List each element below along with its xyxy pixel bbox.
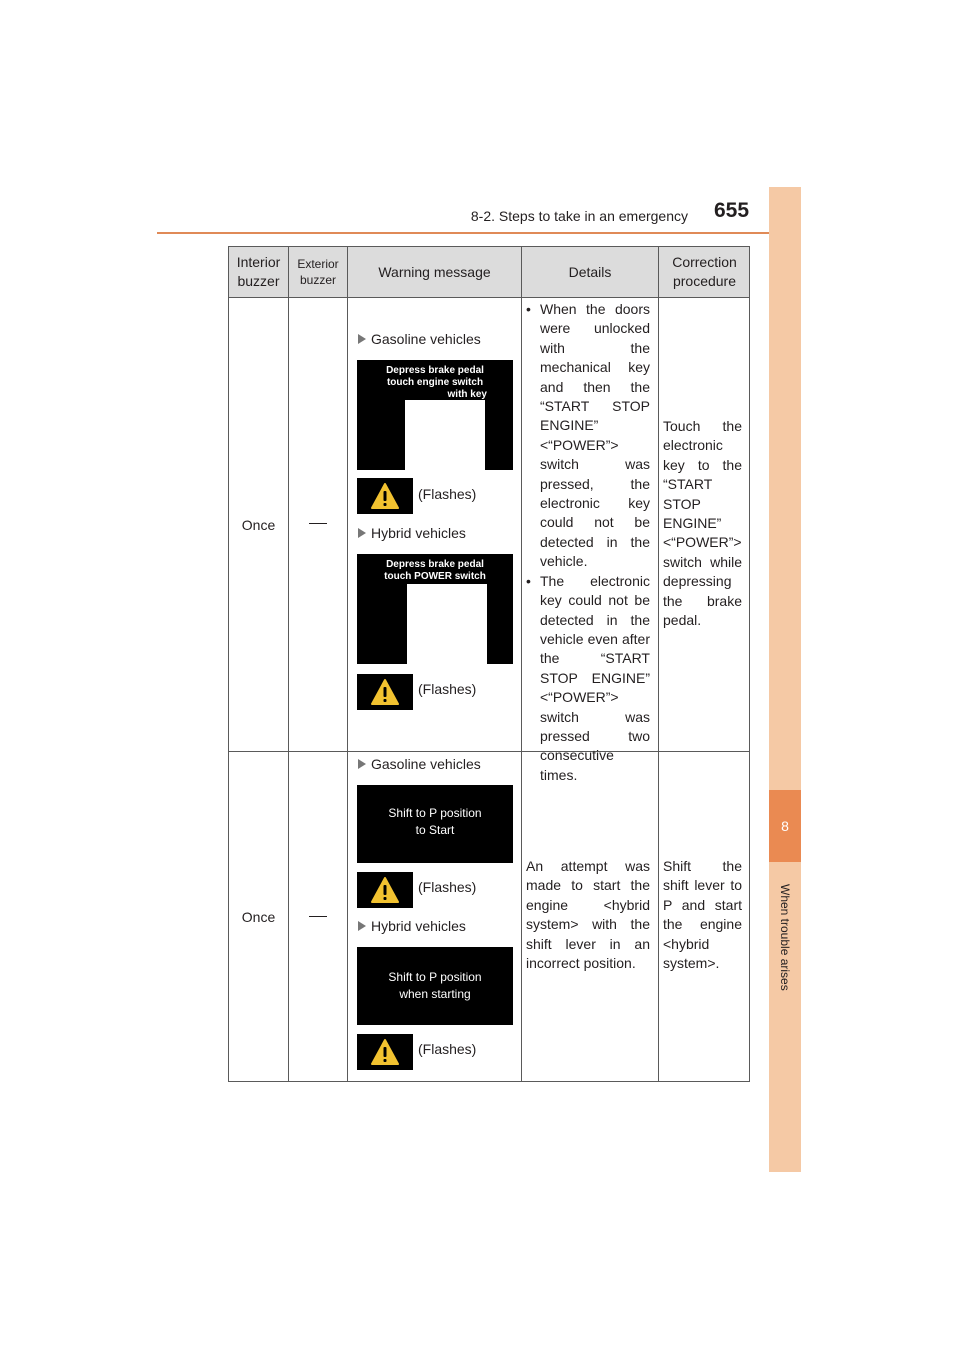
row1-hybrid-screen: Depress brake pedal touch POWER switch (357, 554, 513, 664)
warning-triangle-icon (371, 482, 399, 510)
row2-gasoline-label: Gasoline vehicles (358, 756, 481, 772)
list-item: • When the doors were unlocked with the mechanical key and then the “START STOP ENGINE” <“POWER”> switch was pressed, the electronic key could not be detected in the vehicle. (525, 300, 650, 572)
column-divider (521, 247, 522, 1081)
warning-triangle-icon (371, 1038, 399, 1066)
chapter-label: When trouble arises (778, 883, 792, 991)
row2-hybrid-label: Hybrid vehicles (358, 918, 466, 934)
row1-details (525, 300, 650, 785)
arrow-bullet-icon (358, 334, 366, 344)
row2-flashes-label: (Flashes) (418, 1041, 477, 1057)
row1-gasoline-screen: Depress brake pedal touch engine switch with key (357, 360, 513, 470)
section-title: 8-2. Steps to take in an emergency (470, 208, 688, 224)
column-divider (288, 247, 289, 1081)
row1-gasoline-label: Gasoline vehicles (358, 331, 481, 347)
page-number: 655 (714, 199, 750, 222)
row1-correction: Touch the electronic key to the “START STOP ENGINE” <“POWER”> switch while depressing the brake pedal. (663, 418, 742, 629)
header-exterior-buzzer: Exterior buzzer (297, 257, 339, 287)
column-divider (347, 247, 348, 1081)
row1-exterior-buzzer-dash (309, 523, 327, 524)
row-divider (229, 751, 749, 752)
row2-correction: Shift the shift lever to P and start the engine <hybrid system>. (663, 858, 742, 972)
arrow-bullet-icon (358, 921, 366, 931)
header-warning-message: Warning message (378, 263, 491, 280)
header-rule (157, 232, 801, 234)
header-interior-buzzer: Interior buzzer (236, 254, 281, 289)
header-correction: Correction procedure (672, 254, 737, 289)
row1-flashes-label: (Flashes) (418, 486, 477, 502)
list-item: • The electronic key could not be detected in the vehicle even after the “START STOP ENGINE” <“POWER”> switch was pressed two consecutive times. (525, 572, 650, 785)
row2-exterior-buzzer-dash (309, 916, 327, 917)
row1-warning-indicator (357, 674, 413, 710)
row1-interior-buzzer: Once (241, 516, 276, 533)
row-divider (229, 297, 749, 298)
header-details: Details (568, 263, 612, 280)
screen-blank-area (407, 584, 487, 664)
row1-flashes-label: (Flashes) (418, 681, 477, 697)
warning-triangle-icon (371, 876, 399, 904)
row2-warning-indicator (357, 1034, 413, 1070)
row2-gasoline-screen: Shift to P position to Start (357, 785, 513, 863)
column-divider (658, 247, 659, 1081)
row2-details: An attempt was made to start the engine <hybrid system> with the shift lever in an incorrect position. (526, 858, 650, 972)
row1-warning-indicator (357, 478, 413, 514)
chapter-number-tab: 8 (769, 790, 801, 862)
warning-table (228, 246, 750, 1082)
row2-hybrid-screen: Shift to P position when starting (357, 947, 513, 1025)
arrow-bullet-icon (358, 528, 366, 538)
chapter-label-tab (770, 872, 800, 1002)
arrow-bullet-icon (358, 759, 366, 769)
row2-interior-buzzer: Once (241, 909, 276, 925)
warning-triangle-icon (371, 678, 399, 706)
screen-blank-area (405, 400, 485, 470)
row2-warning-indicator (357, 872, 413, 908)
chapter-side-tab (769, 187, 801, 1172)
row1-hybrid-label: Hybrid vehicles (358, 525, 466, 541)
row2-flashes-label: (Flashes) (418, 879, 477, 895)
